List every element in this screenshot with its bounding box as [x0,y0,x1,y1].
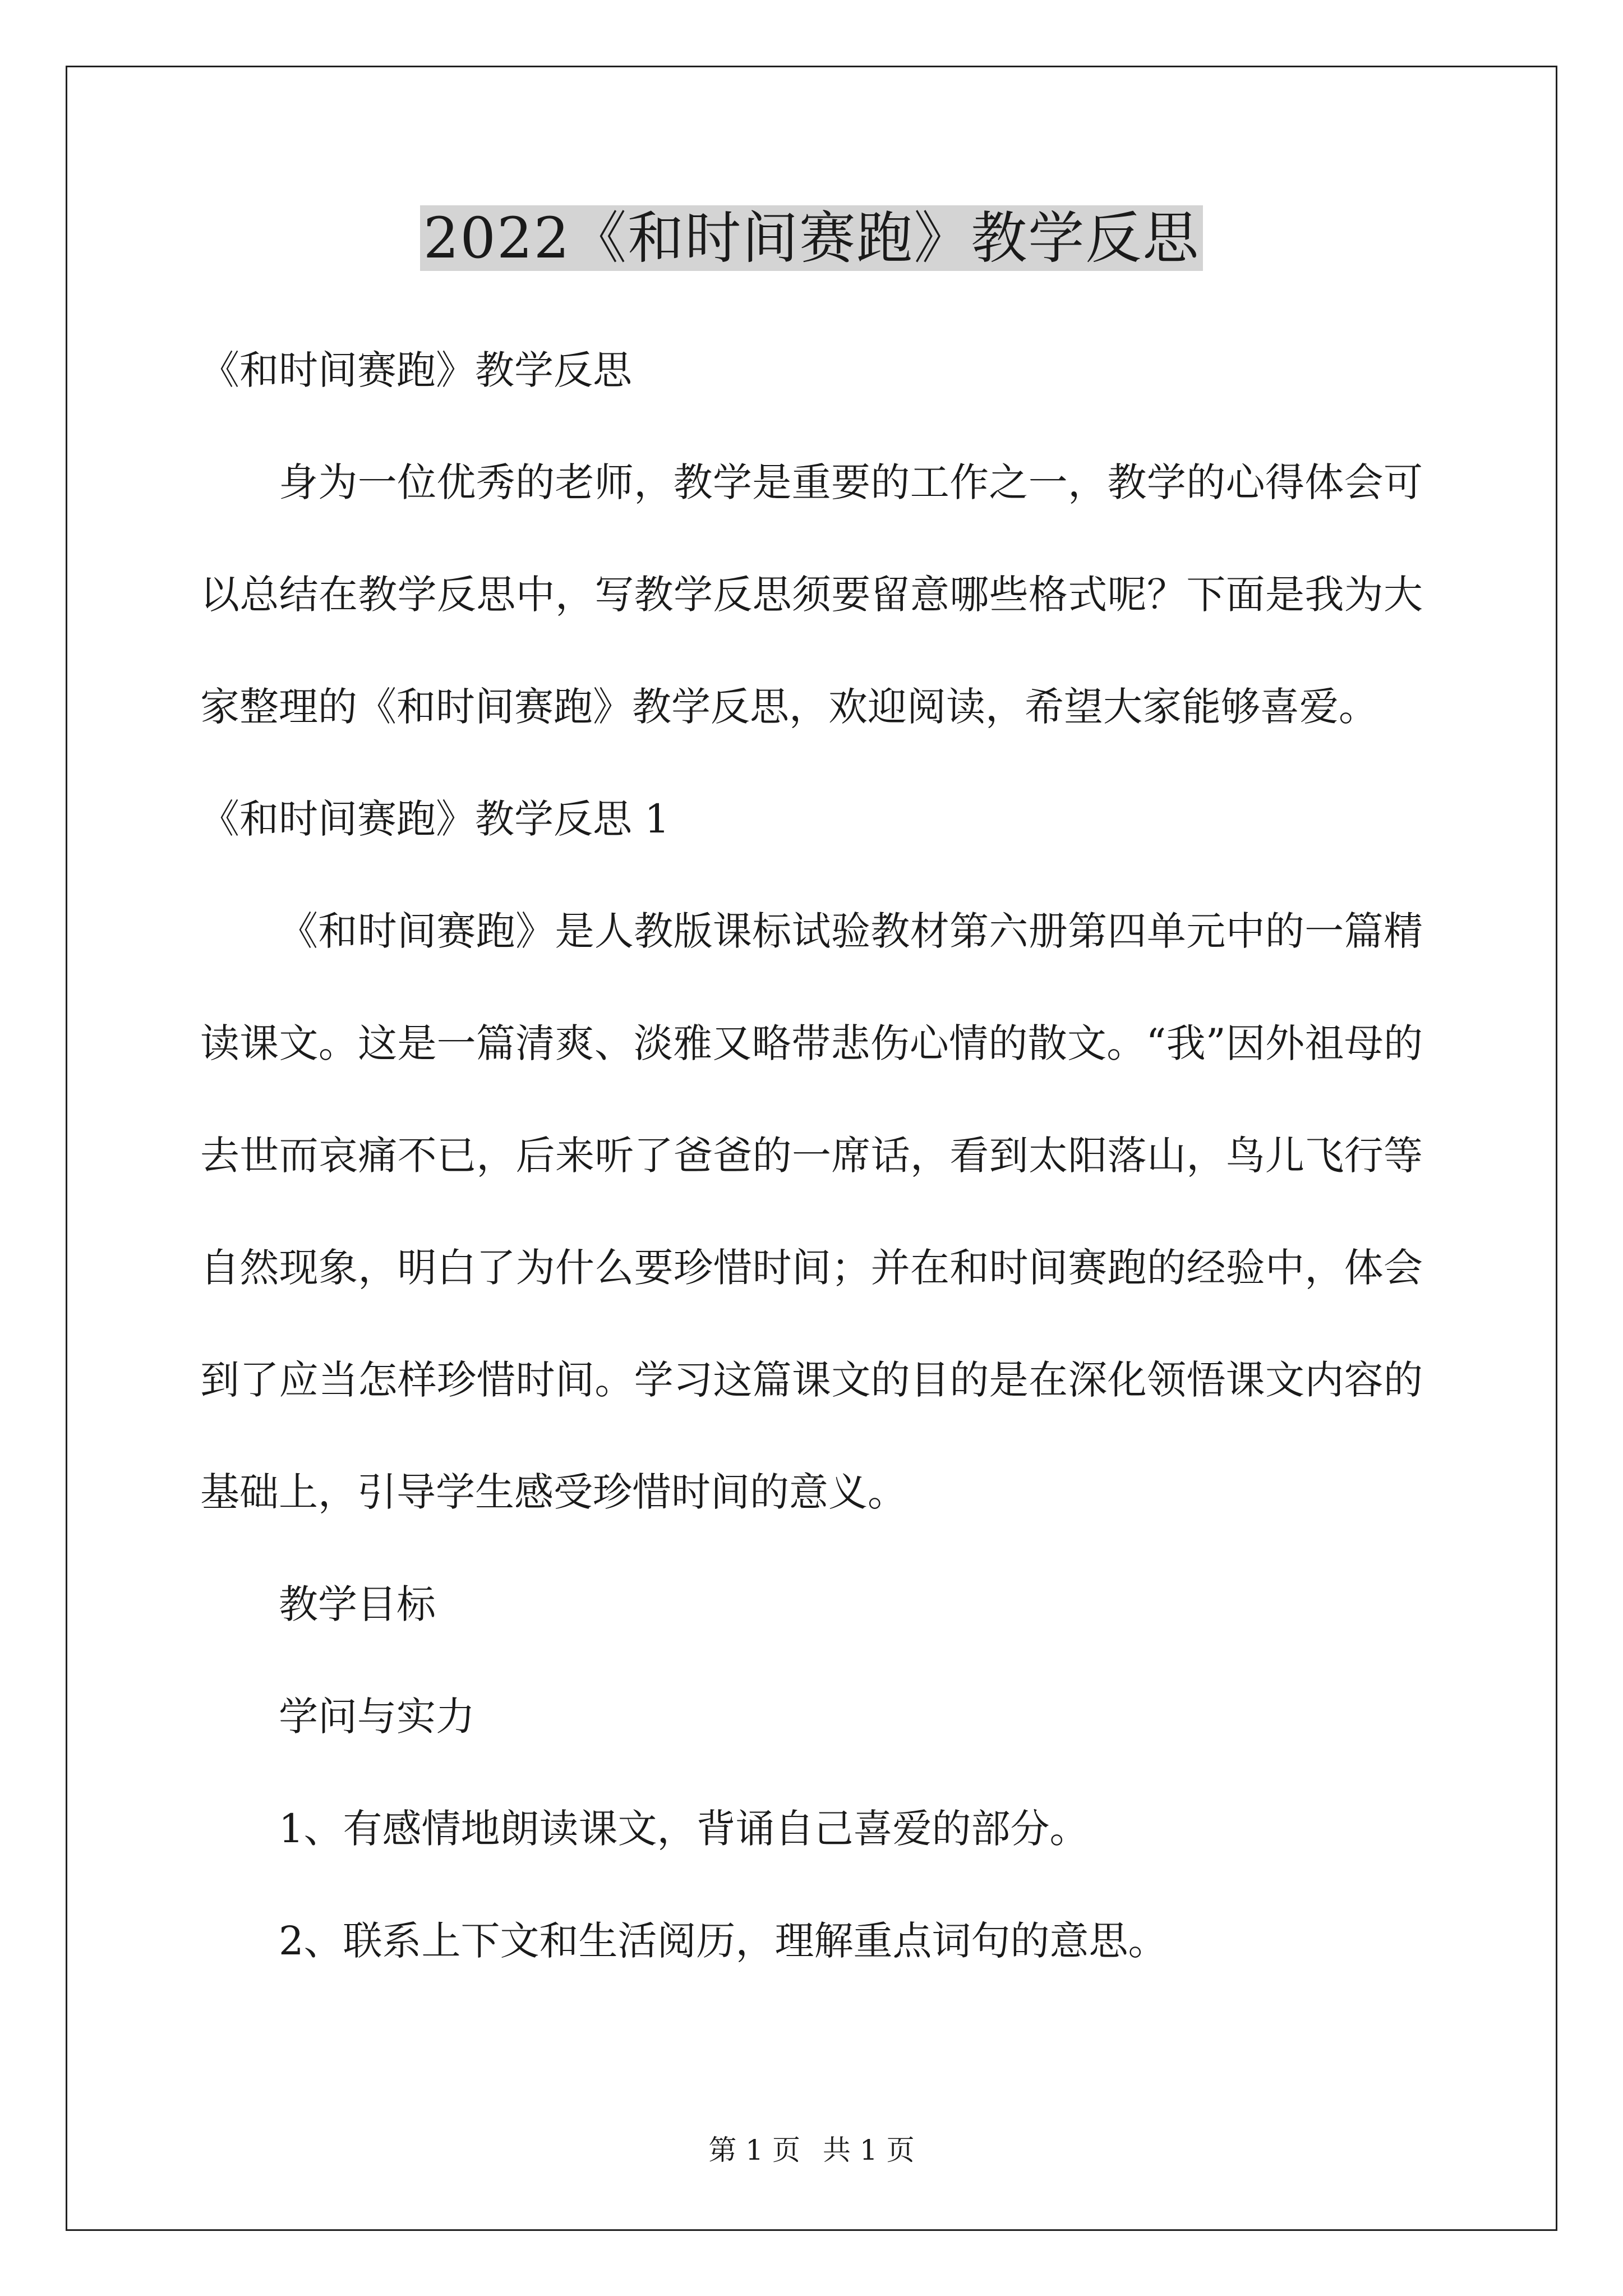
goal-item-2: 2、联系上下文和生活阅历，理解重点词句的意思。 [279,1918,1168,1964]
page-total: 共 1 页 [823,2134,915,2166]
goals-heading: 教学目标 [279,1581,436,1627]
goal-item-1: 1、有感情地朗读课文，背诵自己喜爱的部分。 [279,1806,1089,1852]
page-number: 第 1 页 [708,2134,800,2166]
document-body [200,314,1423,1997]
knowledge-heading: 学问与实力 [279,1694,475,1740]
document-subtitle: 《和时间赛跑》教学反思 [200,347,632,393]
section-paragraph: 《和时间赛跑》是人教版课标试验教材第六册第四单元中的一篇精读课文。这是一篇清爽、淡雅又略带悲伤心情的散文。“我”因外祖母的去世而哀痛不已，后来听了爸爸的一席话，看到太阳落山，鸟儿飞行等自然现象，明白了为什么要珍惜时间；并在和时间赛跑的经验中，体会到了应当怎样珍惜时间。学习这篇课文的目的是在深化领悟课文内容的基础上，引导学生感受珍惜时间的意义。 [200,908,1423,1515]
document-title [0,196,1623,280]
page-footer [0,2131,1623,2170]
section-heading: 《和时间赛跑》教学反思 1 [200,796,670,842]
intro-paragraph: 身为一位优秀的老师，教学是重要的工作之一，教学的心得体会可以总结在教学反思中，写教学反思须要留意哪些格式呢？下面是我为大家整理的《和时间赛跑》教学反思，欢迎阅读，希望大家能够喜爱。 [200,459,1423,730]
document-title-text: 2022《和时间赛跑》教学反思 [420,205,1204,271]
